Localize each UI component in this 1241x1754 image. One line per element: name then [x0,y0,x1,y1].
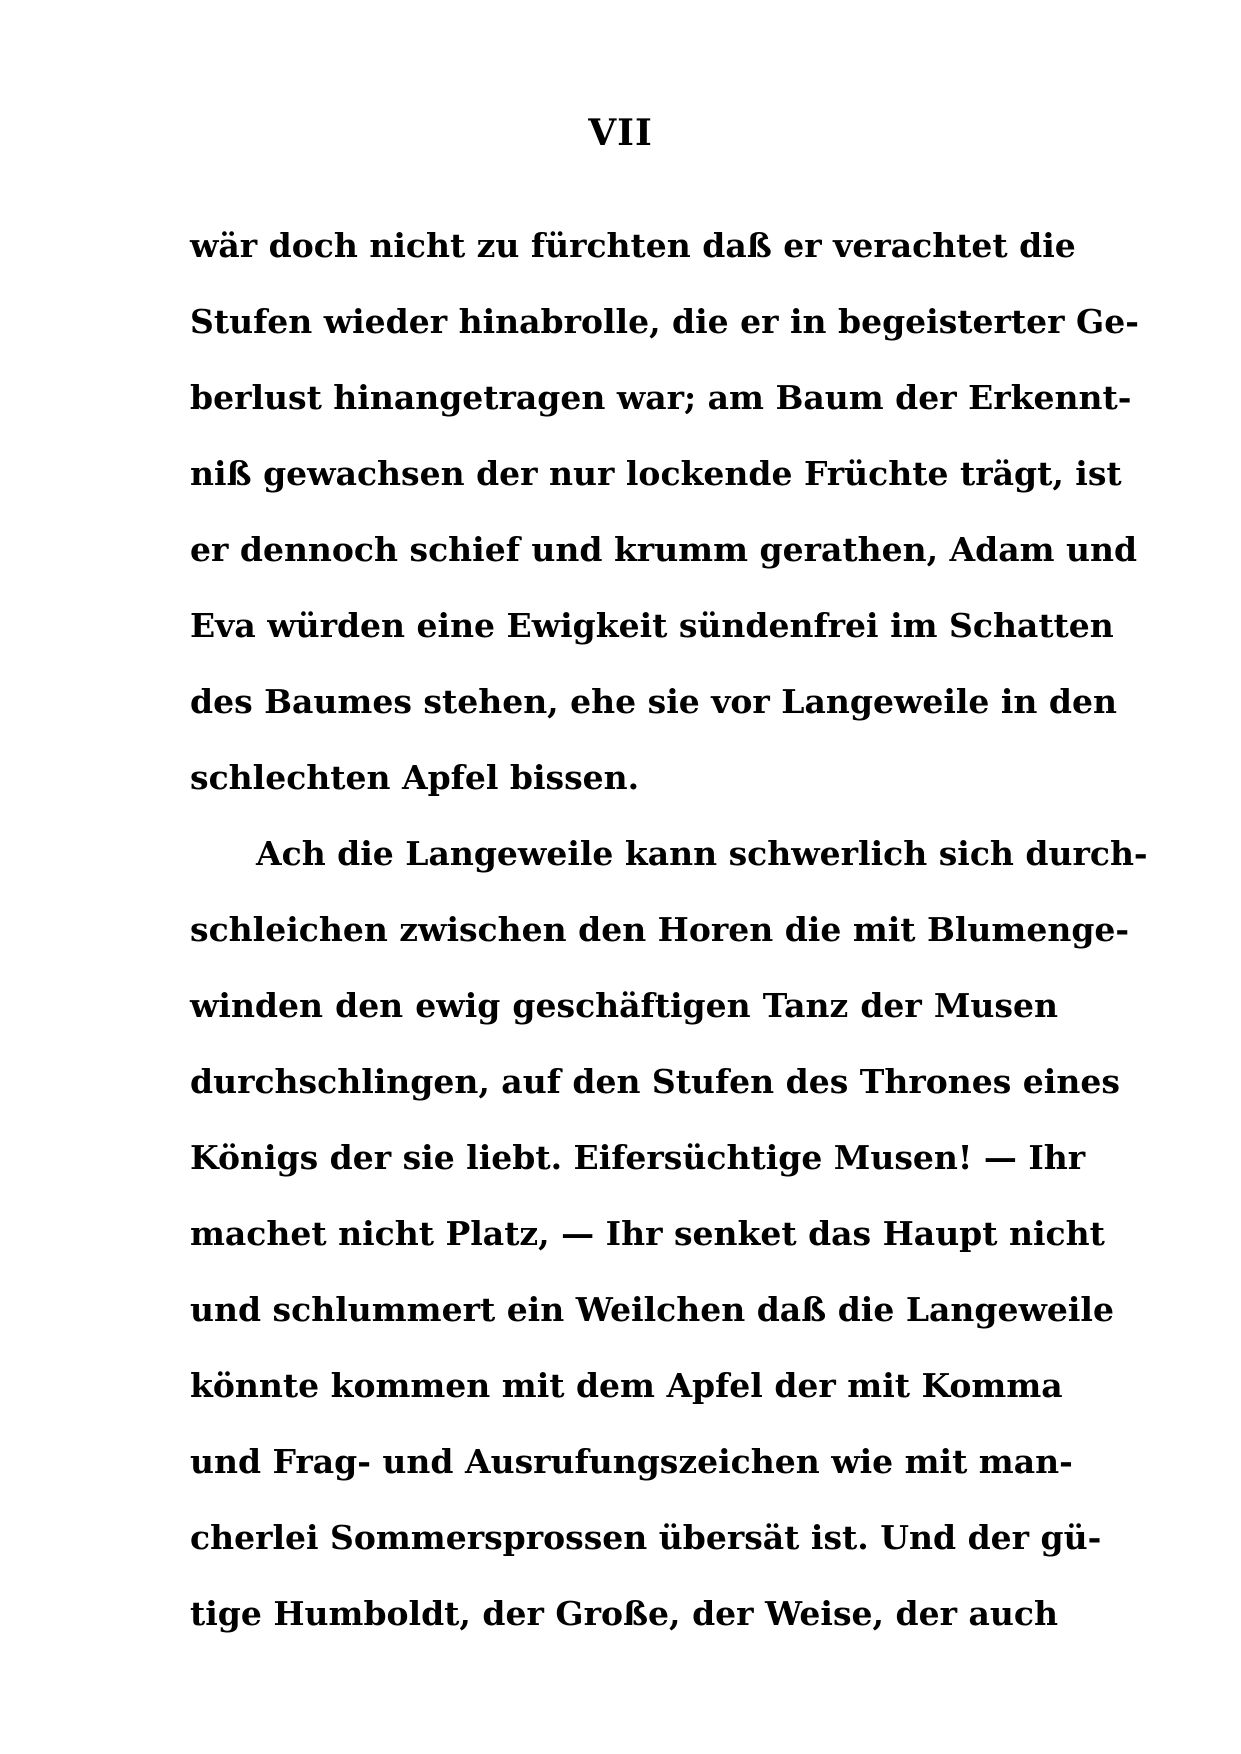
text-line: er dennoch schief und krumm gerathen, Adam und [190,530,1138,569]
text-line: und Frag- und Ausrufungszeichen wie mit man- [190,1442,1073,1481]
text-line: schlechten Apfel bissen. [190,758,640,797]
text-line: könnte kommen mit dem Apfel der mit Komma [190,1366,1063,1405]
text-line: wär doch nicht zu fürchten daß er verachtet die [190,226,1076,265]
text-line: cherlei Sommersprossen übersät ist. Und der gü- [190,1518,1102,1557]
text-line: berlust hinangetragen war; am Baum der Erkennt- [190,378,1132,417]
text-line: niß gewachsen der nur lockende Früchte trägt, ist [190,454,1122,493]
text-line: tige Humboldt, der Große, der Weise, der auch [190,1594,1058,1633]
text-line: des Baumes stehen, ehe sie vor Langeweile in den [190,682,1117,721]
text-line: winden den ewig geschäftigen Tanz der Musen [190,986,1058,1025]
text-line: schleichen zwischen den Horen die mit Blumenge- [190,910,1130,949]
text-line: Königs der sie liebt. Eifersüchtige Musen! — Ihr [190,1138,1086,1177]
text-line: und schlummert ein Weilchen daß die Langeweile [190,1290,1114,1329]
text-line: durchschlingen, auf den Stufen des Thrones eines [190,1062,1120,1101]
text-line: machet nicht Platz, — Ihr senket das Haupt nicht [190,1214,1105,1253]
text-line: Ach die Langeweile kann schwerlich sich durch- [256,834,1148,873]
body-text [190,208,1148,1652]
text-line: Stufen wieder hinabrolle, die er in begeisterter Ge- [190,302,1139,341]
page-number: VII [588,112,653,154]
text-line: Eva würden eine Ewigkeit sündenfrei im Schatten [190,606,1114,645]
